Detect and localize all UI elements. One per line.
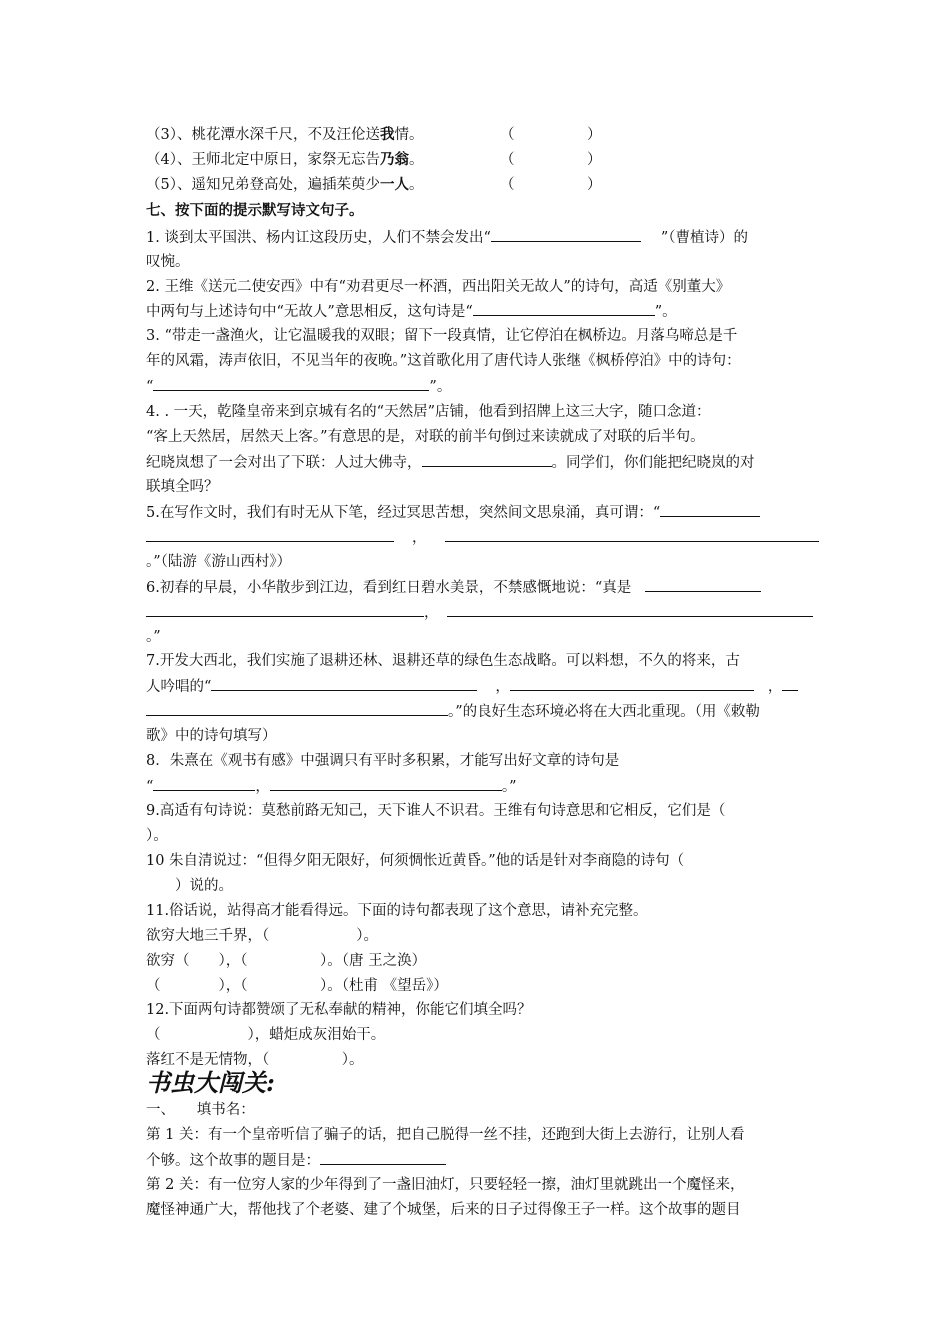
q6-comma: ， — [424, 605, 439, 621]
q7-blank-4[interactable] — [146, 701, 448, 716]
q4-line-3 — [146, 452, 755, 473]
item-4-answer-paren[interactable]: （ ） — [500, 152, 602, 168]
item-3 — [146, 125, 602, 145]
q5-comma: ， — [412, 530, 427, 546]
item-3-tail: 情。 — [394, 127, 424, 143]
item-3-bold: 我 — [379, 126, 395, 143]
item-4 — [146, 150, 602, 170]
q1-blank[interactable] — [491, 227, 641, 242]
q5-blank-2[interactable] — [146, 527, 394, 542]
q4-blank[interactable] — [422, 452, 552, 467]
q9-line-1: 9.高适有句诗说：莫愁前路无知己，天下谁人不识君。王维有句诗意思和它相反，它们是（ — [146, 803, 726, 819]
level-2-line-2: 魔怪神通广大，帮他找了个老婆、建了个城堡，后来的日子过得像王子一样。这个故事的题目 — [146, 1202, 741, 1218]
q7-blank-3[interactable] — [782, 676, 798, 691]
q5-blank-3[interactable] — [445, 527, 819, 542]
level-1-blank[interactable] — [320, 1150, 446, 1165]
q4-line-2: “客上天然居，居然天上客。”有意思的是，对联的前半句倒过来读就成了对联的后半句。 — [146, 429, 705, 445]
q7-line-1: 7.开发大西北，我们实施了退耕还林、退耕还草的绿色生态战略。可以料想，不久的将来，古 — [146, 653, 740, 669]
q7-line-2 — [146, 676, 798, 697]
q4-text-c: 纪晓岚想了一会对出了下联：人过大佛寺， — [146, 455, 422, 471]
q4-text-d: 。同学们，你们能把纪晓岚的对 — [551, 455, 755, 471]
q4-line-4: 联填全吗？ — [146, 479, 219, 495]
q6-blank-3[interactable] — [447, 602, 813, 617]
q1-text-a: 1. 谈到太平国洪、杨内讧这段历史，人们不禁会发出“ — [146, 230, 491, 246]
q2-blank[interactable] — [473, 301, 655, 316]
item-5 — [146, 175, 602, 195]
item-5-answer-paren[interactable]: （ ） — [500, 177, 602, 193]
item-3-text: （3）、桃花潭水深千尺，不及汪伦送 — [146, 127, 380, 143]
q1-text-b: ”（曹植诗）的 — [660, 230, 749, 246]
q2-line-2 — [146, 301, 677, 322]
q11-line-1: 11.俗话说，站得高才能看得远。下面的诗句都表现了这个意思，请补充完整。 — [146, 903, 648, 919]
q6-blank-2[interactable] — [146, 602, 424, 617]
q10-line-1: 10 朱自清说过：“但得夕阳无限好，何须惆怅近黄昏。”他的话是针对李商隐的诗句（ — [146, 853, 685, 869]
bookworm-title: 书虫大闯关: — [146, 1068, 275, 1097]
q2-text-b: 中两句与上述诗句中“无故人”意思相反，这句诗是“ — [146, 304, 473, 320]
q8-comma: ， — [255, 779, 270, 795]
item-5-text: （5）、遥知兄弟登高处，遍插茱萸少 — [146, 177, 380, 193]
q2-text-c: ”。 — [654, 304, 677, 320]
q3-line-1: 3. “带走一盏渔火，让它温暖我的双眼；留下一段真情，让它停泊在枫桥边。月落乌啼总是千 — [146, 328, 738, 344]
q5-line-3: 。”（陆游《游山西村》） — [146, 554, 292, 570]
q6-line-1 — [146, 577, 761, 598]
item-3-answer-paren[interactable]: （ ） — [500, 127, 602, 143]
q8-blank-1[interactable] — [153, 776, 255, 791]
q4-line-1: 4. . 一天，乾隆皇帝来到京城有名的“天然居”店铺，他看到招牌上这三大字，随口念道： — [146, 404, 711, 420]
item-4-tail: 。 — [408, 152, 424, 168]
q11-line-3[interactable]: 欲穷（ ），（ ）。（唐 王之涣） — [146, 953, 427, 969]
q3-blank[interactable] — [153, 376, 429, 391]
q5-text-a: 5.在写作文时，我们有时无从下笔，经过冥思苦想，突然间文思泉涌，真可谓：“ — [146, 505, 661, 521]
q7-blank-2[interactable] — [510, 676, 754, 691]
q7-text-e: 。”的良好生态环境必将在大西北重现。（用《敕勒 — [448, 704, 760, 720]
q12-line-3[interactable]: 落红不是无情物，（ ）。 — [146, 1052, 364, 1068]
q1-line-1 — [146, 227, 748, 248]
q3-line-2: 年的风霜，涛声依旧，不见当年的夜晚。”这首歌化用了唐代诗人张继《枫桥停泊》中的诗句： — [146, 353, 741, 369]
level-1-line-2 — [146, 1150, 446, 1171]
q5-line-1 — [146, 502, 760, 523]
item-4-text: （4）、王师北定中原日，家祭无忘告 — [146, 152, 380, 168]
q12-line-2[interactable]: （ ），蜡炬成灰泪始干。 — [146, 1027, 386, 1043]
section-7-heading: 七、按下面的提示默写诗文句子。 — [146, 202, 364, 219]
level-1-prompt: 个够。这个故事的题目是： — [146, 1153, 320, 1169]
q7-text-b: 人吟唱的“ — [146, 679, 212, 695]
q11-line-4[interactable]: （ ），（ ）。（杜甫 《望岳》） — [146, 978, 448, 994]
q8-close-quote: 。” — [501, 779, 517, 795]
q8-line-2 — [146, 776, 517, 797]
q7-comma-1: ， — [495, 679, 510, 695]
q9-line-2[interactable]: ）。 — [146, 828, 168, 844]
q5-line-2 — [146, 527, 819, 548]
q7-comma-2: ， — [767, 679, 783, 695]
q7-blank-1[interactable] — [211, 676, 477, 691]
item-5-tail: 。 — [408, 177, 424, 193]
q3-open-quote: “ — [146, 379, 154, 395]
q6-line-3: 。” — [146, 629, 161, 645]
q8-line-1: 8．朱熹在《观书有感》中强调只有平时多积累，才能写出好文章的诗句是 — [146, 753, 620, 769]
q3-line-3 — [146, 376, 451, 397]
level-1-line-1: 第 1 关：有一个皇帝听信了骗子的话，把自己脱得一丝不挂，还跑到大街上去游行，让别人看 — [146, 1127, 745, 1143]
item-4-bold: 乃翁 — [379, 151, 409, 168]
bookworm-subheading: 一、 填书名： — [146, 1102, 255, 1118]
q8-blank-2[interactable] — [270, 776, 502, 791]
q6-text-a: 6.初春的早晨，小华散步到江边，看到红日碧水美景，不禁感慨地说：“真是 — [146, 580, 632, 596]
q7-line-3 — [146, 701, 760, 722]
level-2-line-1: 第 2 关：有一位穷人家的少年得到了一盏旧油灯，只要轻轻一擦，油灯里就跳出一个魔怪来， — [146, 1177, 745, 1193]
item-5-bold: 一人 — [379, 176, 409, 193]
q7-line-4: 歌》中的诗句填写） — [146, 728, 277, 744]
q5-blank-1[interactable] — [660, 502, 760, 517]
q1-line-2: 叹惋。 — [146, 254, 190, 270]
q6-blank-1[interactable] — [645, 577, 761, 592]
q12-line-1: 12.下面两句诗都赞颂了无私奉献的精神，你能它们填全吗？ — [146, 1002, 532, 1018]
q3-close-quote: ”。 — [429, 379, 452, 395]
q8-open-quote: “ — [146, 779, 154, 795]
q6-line-2 — [146, 602, 813, 623]
q11-line-2[interactable]: 欲穷大地三千界，（ ）。 — [146, 928, 378, 944]
q10-line-2[interactable]: ）说的。 — [146, 878, 233, 894]
q2-line-1: 2. 王维《送元二使安西》中有“劝君更尽一杯酒，西出阳关无故人”的诗句，高适《别董大》 — [146, 279, 731, 295]
